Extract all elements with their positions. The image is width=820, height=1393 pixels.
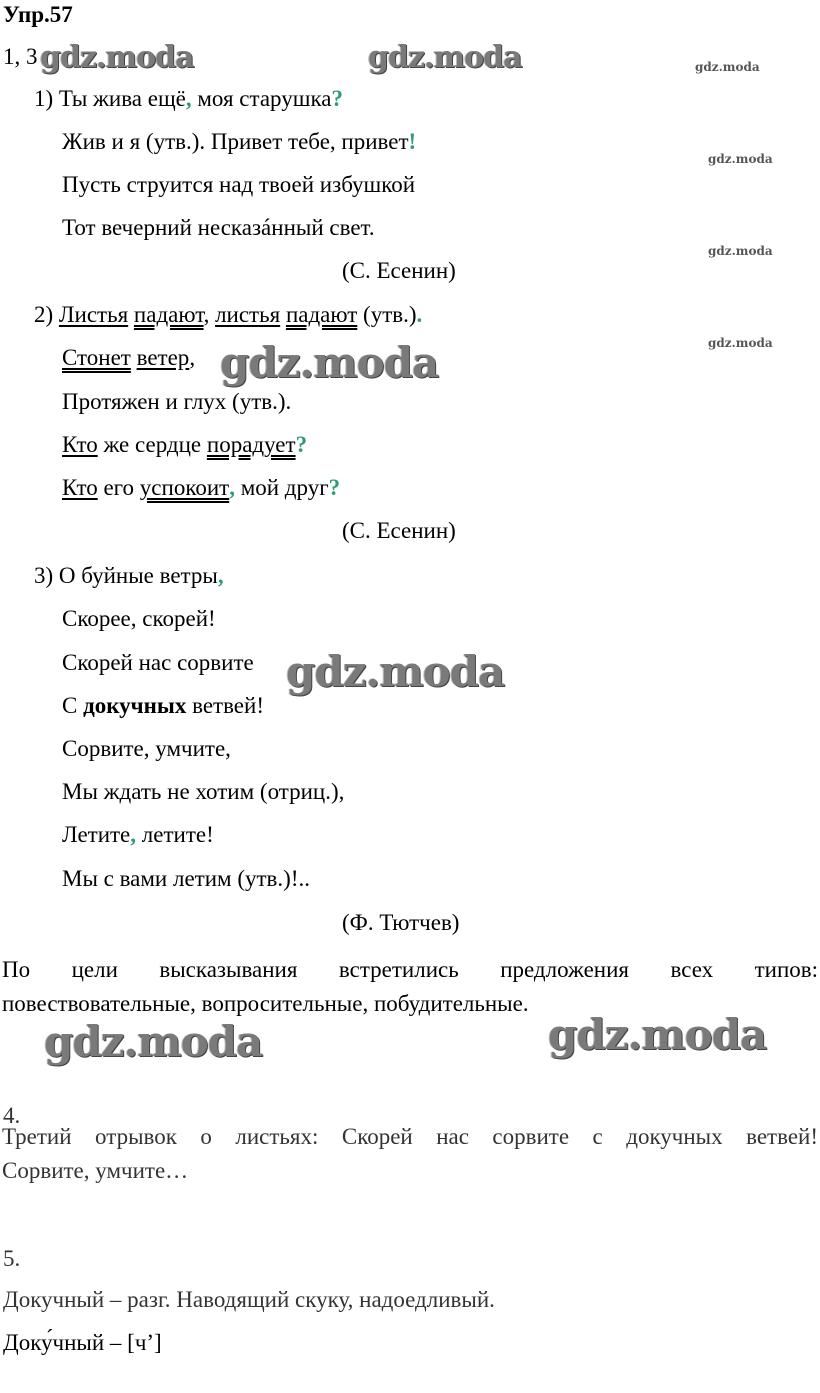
task-number-4: 4. — [3, 1103, 21, 1128]
poem2-author: (С. Есенин) — [342, 518, 456, 543]
text: Жив и я (утв.). Привет тебе, привет — [62, 129, 409, 154]
poem3-line3: Скорей нас сорвите — [62, 650, 254, 675]
poem1-line1 — [34, 86, 343, 112]
text: (утв.) — [357, 302, 417, 327]
poem1-line2 — [62, 129, 416, 155]
watermark: gdz.moda — [708, 152, 773, 166]
text: летите! — [136, 822, 214, 847]
text: его — [97, 475, 140, 500]
poem3-line6: Мы ждать не хотим (отриц.), — [62, 779, 345, 804]
period-mark: . — [416, 302, 423, 327]
poem2-line4 — [62, 432, 307, 458]
conclusion-line1: По цели высказывания встретились предложения всех типов: — [2, 957, 818, 982]
text: , — [203, 302, 216, 327]
predicate-word: падают — [285, 302, 358, 327]
watermark: gdz.moda — [708, 244, 773, 258]
watermark: gdz.moda — [44, 1017, 263, 1066]
subject-word: Листья — [58, 302, 129, 327]
watermark: gdz.moda — [40, 40, 194, 75]
comma-mark: , — [217, 563, 224, 588]
poem3-author: (Ф. Тютчев) — [342, 910, 460, 935]
subject-word: листья — [215, 302, 281, 327]
poem3-line2: Скорее, скорей! — [62, 606, 216, 631]
poem2-line1 — [34, 302, 422, 328]
subject-word: Кто — [62, 475, 98, 500]
poem3-line5: Сорвите, умчите, — [62, 736, 231, 761]
question-mark: ? — [295, 432, 308, 457]
text: , — [189, 345, 196, 370]
watermark: gdz.moda — [708, 336, 773, 350]
poem3-line7 — [62, 822, 214, 848]
poem3-line1 — [34, 563, 224, 589]
question-mark: ? — [328, 475, 341, 500]
predicate-word: падают — [133, 302, 204, 327]
poem1-line4: Тот вечерний несказáнный свет. — [62, 215, 375, 240]
watermark: gdz.moda — [368, 40, 522, 75]
poem2-line5 — [62, 475, 340, 501]
text: 2) — [34, 302, 59, 327]
text: моя старушка — [191, 86, 332, 111]
subject-word: Кто — [62, 432, 98, 457]
poem1-line3: Пусть струится над твоей избушкой — [62, 172, 416, 197]
comma-mark: , — [229, 475, 235, 500]
predicate-word: Стонет — [62, 345, 131, 370]
comma-mark: , — [130, 822, 137, 847]
poem2-line3: Протяжен и глух (утв.). — [62, 389, 292, 414]
task4-paragraph — [2, 1120, 818, 1188]
text: 3) О буйные ветры — [34, 563, 218, 588]
task5-line2: Доку́чный – [ч’] — [3, 1330, 162, 1355]
conclusion-line2: повествовательные, вопросительные, побудительные. — [2, 991, 529, 1016]
watermark: gdz.moda — [220, 338, 439, 387]
text: 1) Ты жива ещё — [34, 86, 186, 111]
task-number-1-3: 1, 3 — [3, 44, 38, 69]
text: Летите — [62, 822, 131, 847]
subject-word: ветер — [136, 345, 190, 370]
conclusion-paragraph — [2, 953, 818, 1021]
predicate-word: успокоит — [139, 475, 230, 500]
watermark: gdz.moda — [695, 60, 760, 74]
predicate-word: порадует — [206, 432, 296, 457]
poem2-line2 — [62, 345, 195, 371]
exercise-title: Упр.57 — [3, 2, 73, 27]
question-mark: ? — [331, 86, 343, 111]
comma-mark: , — [185, 86, 192, 111]
text: ветвей! — [186, 693, 264, 718]
watermark: gdz.moda — [548, 1010, 767, 1059]
task-number-5: 5. — [3, 1246, 21, 1271]
watermark: gdz.moda — [286, 647, 505, 696]
text: же сердце — [97, 432, 207, 457]
exclamation-mark: ! — [408, 129, 417, 154]
poem1-author: (С. Есенин) — [342, 258, 456, 283]
text: С — [62, 693, 84, 718]
poem3-line4 — [62, 693, 264, 719]
text: мой друг — [234, 475, 329, 500]
bold-word: докучных — [83, 693, 187, 718]
task5-line1: Докучный – разг. Наводящий скуку, надоедливый. — [3, 1287, 495, 1312]
task4-line2: Сорвите, умчите… — [2, 1158, 189, 1183]
poem3-line8: Мы с вами летим (утв.)!.. — [62, 866, 310, 891]
task4-line1: Третий отрывок о листьях: Скорей нас сорвите с докучных ветвей! — [2, 1124, 818, 1149]
